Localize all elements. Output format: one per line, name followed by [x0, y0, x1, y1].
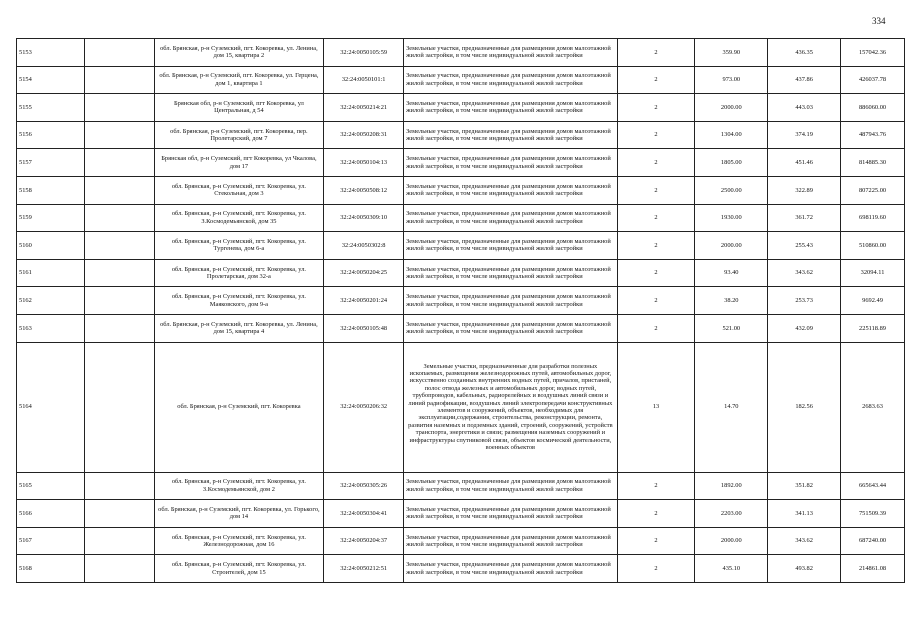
cadastral-value-text: 225118.89: [859, 324, 886, 332]
address-text: обл. Брянская, р-н Суземский, пгт. Кокоревка, ул. Горького, дом 14: [158, 506, 320, 521]
specific-value-cell: [768, 232, 841, 260]
area-cell: [695, 527, 768, 555]
group-text: 2: [654, 564, 658, 572]
group-cell: [617, 66, 695, 94]
area-text: 93.40: [724, 269, 739, 277]
cadastral-value-text: 665643.44: [858, 482, 887, 490]
group-cell: [617, 121, 695, 149]
table-row: [17, 287, 905, 315]
spacer-cell: [84, 94, 154, 122]
cadastral-number-text: 32:24:0050105:59: [340, 48, 388, 56]
table-row: [17, 555, 905, 583]
cadastral-value-cell: [841, 259, 905, 287]
cadastral-number-cell: [324, 259, 404, 287]
group-cell: [617, 287, 695, 315]
spacer-cell: [84, 259, 154, 287]
cadastral-number-text: 32:24:0050304:41: [340, 509, 388, 517]
area-cell: [695, 287, 768, 315]
area-text: 38.20: [724, 296, 739, 304]
cadastral-number-cell: [324, 94, 404, 122]
group-text: 2: [654, 131, 658, 139]
cadastral-value-text: 886060.00: [858, 103, 887, 111]
row-number-cell: [17, 555, 85, 583]
row-number-cell: [17, 472, 85, 500]
cadastral-value-cell: [841, 314, 905, 342]
land-use-text: Земельные участки, предназначенные для размещения домов малоэтажной жилой застройки, в том числе индивидуальной жилой застройки: [406, 561, 611, 576]
address-cell: [154, 527, 324, 555]
cadastral-value-cell: [841, 287, 905, 315]
area-cell: [695, 149, 768, 177]
cadastral-number-cell: [324, 204, 404, 232]
row-number-text: 5168: [19, 564, 32, 572]
row-number-cell: [17, 342, 85, 472]
table-row: [17, 314, 905, 342]
address-text: обл. Брянская, р-н Суземский, пгт. Кокоревка, ул. З.Космодемьянской, дом 2: [171, 478, 306, 493]
address-text: обл. Брянская, р-н Суземский, пгт. Кокоревка, ул. Герцена, дом 1, квартира 1: [159, 72, 319, 87]
row-number-text: 5154: [19, 76, 32, 84]
group-text: 2: [654, 76, 658, 84]
row-number-cell: [17, 287, 85, 315]
area-text: 1805.00: [720, 158, 742, 166]
specific-value-cell: [768, 472, 841, 500]
address-cell: [154, 39, 324, 67]
address-cell: [154, 500, 324, 528]
cadastral-number-text: 32:24:0050212:51: [340, 564, 388, 572]
row-number-cell: [17, 204, 85, 232]
cadastral-number-text: 32:24:0050201:24: [340, 296, 388, 304]
group-text: 2: [654, 296, 658, 304]
group-cell: [617, 39, 695, 67]
area-cell: [695, 66, 768, 94]
land-use-text: Земельные участки, предназначенные для размещения домов малоэтажной жилой застройки, в том числе индивидуальной жилой застройки: [406, 293, 611, 308]
land-use-cell: [404, 204, 618, 232]
cadastral-number-cell: [324, 287, 404, 315]
spacer-cell: [84, 500, 154, 528]
cadastral-number-cell: [324, 314, 404, 342]
land-use-cell: [404, 342, 618, 472]
specific-value-cell: [768, 39, 841, 67]
address-text: Брянская обл, р-н Суземский, пгт Кокоревка, ул Чкалова, дом 17: [161, 155, 317, 170]
cadastral-number-cell: [324, 176, 404, 204]
group-cell: [617, 342, 695, 472]
cadastral-value-text: 9692.49: [862, 296, 883, 304]
area-text: 521.00: [722, 324, 741, 332]
spacer-cell: [84, 232, 154, 260]
table-row: [17, 232, 905, 260]
land-use-text: Земельные участки, предназначенные для размещения домов малоэтажной жилой застройки, в том числе индивидуальной жилой застройки: [406, 182, 611, 198]
cadastral-value-text: 814885.30: [858, 158, 887, 166]
group-text: 2: [654, 158, 658, 166]
cadastral-value-cell: [841, 94, 905, 122]
row-number-cell: [17, 232, 85, 260]
row-number-cell: [17, 259, 85, 287]
address-text: обл. Брянская, р-н Суземский, пгт. Кокоревка, ул. З.Космодемьянской, дом 35: [171, 210, 306, 225]
area-text: 1304.00: [720, 131, 742, 139]
area-cell: [695, 176, 768, 204]
group-text: 2: [654, 241, 658, 249]
table-row: [17, 259, 905, 287]
table-body: [17, 39, 905, 583]
specific-value-cell: [768, 204, 841, 232]
group-text: 2: [654, 214, 658, 222]
address-text: обл. Брянская, р-н Суземский, пгт. Кокоревка, ул. Тургенева, дом 6-а: [171, 238, 306, 253]
cadastral-value-text: 214861.08: [858, 564, 887, 572]
group-text: 2: [654, 324, 658, 332]
row-number-text: 5166: [19, 509, 32, 517]
row-number-text: 5165: [19, 482, 32, 490]
row-number-text: 5155: [19, 103, 32, 111]
land-use-cell: [404, 259, 618, 287]
cadastral-value-text: 2683.63: [862, 403, 883, 411]
row-number-text: 5157: [19, 158, 32, 166]
cadastral-number-cell: [324, 39, 404, 67]
area-cell: [695, 232, 768, 260]
group-text: 2: [654, 482, 658, 490]
group-cell: [617, 527, 695, 555]
cadastral-value-text: 426037.78: [858, 76, 887, 84]
row-number-cell: [17, 149, 85, 177]
group-cell: [617, 314, 695, 342]
address-text: обл. Брянская, р-н Суземский, пгт. Кокоревка, ул. Стекольная, дом 3: [171, 182, 306, 198]
address-cell: [154, 94, 324, 122]
specific-value-cell: [768, 121, 841, 149]
area-cell: [695, 94, 768, 122]
specific-value-text: 322.89: [795, 186, 813, 194]
specific-value-cell: [768, 555, 841, 583]
table-row: [17, 39, 905, 67]
cadastral-value-cell: [841, 121, 905, 149]
spacer-cell: [84, 121, 154, 149]
cadastral-number-cell: [324, 66, 404, 94]
land-use-text: Земельные участки, предназначенные для размещения домов малоэтажной жилой застройки, в том числе индивидуальной жилой застройки: [406, 506, 611, 521]
address-cell: [154, 66, 324, 94]
specific-value-text: 343.62: [795, 537, 813, 545]
cadastral-number-cell: [324, 232, 404, 260]
land-use-cell: [404, 121, 618, 149]
spacer-cell: [84, 39, 154, 67]
cadastral-value-text: 751509.39: [858, 509, 887, 517]
cadastral-number-text: 32:24:0050104:13: [340, 158, 388, 166]
specific-value-cell: [768, 94, 841, 122]
group-text: 2: [654, 537, 658, 545]
row-number-text: 5159: [19, 214, 32, 222]
spacer-cell: [84, 342, 154, 472]
specific-value-text: 432.09: [795, 324, 813, 332]
address-cell: [154, 259, 324, 287]
table-row: [17, 66, 905, 94]
land-use-cell: [404, 472, 618, 500]
group-cell: [617, 500, 695, 528]
land-use-cell: [404, 149, 618, 177]
row-number-text: 5158: [19, 186, 32, 194]
area-text: 2000.00: [720, 103, 742, 111]
land-use-text: Земельные участки, предназначенные для размещения домов малоэтажной жилой застройки, в том числе индивидуальной жилой застройки: [406, 210, 611, 225]
address-text: обл. Брянская, р-н Суземский, пгт. Кокоревка, ул. Железнодорожная, дом 16: [171, 533, 306, 549]
specific-value-cell: [768, 500, 841, 528]
cadastral-value-cell: [841, 472, 905, 500]
specific-value-cell: [768, 287, 841, 315]
specific-value-text: 374.19: [795, 131, 813, 139]
address-cell: [154, 555, 324, 583]
group-cell: [617, 232, 695, 260]
address-cell: [154, 232, 324, 260]
table-row: [17, 149, 905, 177]
specific-value-text: 436.35: [795, 48, 813, 56]
row-number-cell: [17, 314, 85, 342]
cadastral-value-cell: [841, 527, 905, 555]
spacer-cell: [84, 527, 154, 555]
cadastral-value-text: 510860.00: [858, 241, 887, 249]
spacer-cell: [84, 66, 154, 94]
spacer-cell: [84, 176, 154, 204]
land-use-text: Земельные участки, предназначенные для размещения домов малоэтажной жилой застройки, в том числе индивидуальной жилой застройки: [406, 100, 611, 115]
area-cell: [695, 314, 768, 342]
cadastral-value-cell: [841, 555, 905, 583]
cadastral-number-cell: [324, 121, 404, 149]
table-row: [17, 94, 905, 122]
address-cell: [154, 342, 324, 472]
cadastral-value-text: 32094.11: [860, 269, 885, 277]
address-text: обл. Брянская, р-н Суземский, пгт. Кокоревка, ул. Ленина, дом 15, квартира 2: [160, 44, 318, 60]
group-cell: [617, 94, 695, 122]
group-text: 13: [652, 403, 660, 411]
area-text: 2000.00: [720, 537, 742, 545]
cadastral-value-text: 807225.00: [858, 186, 887, 194]
table-row: [17, 176, 905, 204]
cadastral-value-cell: [841, 39, 905, 67]
cadastral-number-text: 32:24:0050204:37: [340, 537, 388, 545]
row-number-text: 5163: [19, 324, 32, 332]
group-text: 2: [654, 269, 658, 277]
specific-value-text: 437.86: [795, 76, 813, 84]
cadastral-number-cell: [324, 500, 404, 528]
cadastral-value-cell: [841, 149, 905, 177]
cadastral-number-cell: [324, 342, 404, 472]
cadastral-number-cell: [324, 527, 404, 555]
cadastral-number-text: 32:24:0050105:48: [340, 324, 388, 332]
cadastral-number-cell: [324, 472, 404, 500]
land-use-text: Земельные участки, предназначенные для размещения домов малоэтажной жилой застройки, в том числе индивидуальной жилой застройки: [406, 44, 611, 60]
cadastral-number-text: 32:24:0050101:1: [341, 76, 386, 84]
specific-value-cell: [768, 527, 841, 555]
row-number-cell: [17, 94, 85, 122]
address-cell: [154, 314, 324, 342]
specific-value-text: 443.03: [795, 103, 813, 111]
group-cell: [617, 176, 695, 204]
group-text: 2: [654, 103, 658, 111]
group-cell: [617, 204, 695, 232]
cadastral-number-text: 32:24:0050302:8: [341, 241, 386, 249]
specific-value-cell: [768, 314, 841, 342]
row-number-text: 5153: [19, 48, 32, 56]
specific-value-text: 255.43: [795, 241, 813, 249]
land-use-cell: [404, 39, 618, 67]
cadastral-number-text: 32:24:0050208:31: [340, 131, 388, 139]
cadastral-value-cell: [841, 232, 905, 260]
land-use-text: Земельные участки, предназначенные для размещения домов малоэтажной жилой застройки, в том числе индивидуальной жилой застройки: [406, 478, 611, 493]
row-number-cell: [17, 500, 85, 528]
specific-value-text: 361.72: [795, 214, 813, 222]
address-cell: [154, 287, 324, 315]
specific-value-cell: [768, 66, 841, 94]
area-text: 359.90: [722, 48, 741, 56]
specific-value-text: 351.82: [795, 482, 813, 490]
specific-value-text: 341.13: [795, 509, 813, 517]
address-text: Брянская обл, р-н Суземский, пгт Кокоревка, ул Центральная, д 54: [173, 100, 304, 115]
group-cell: [617, 149, 695, 177]
land-use-text: Земельные участки, предназначенные для размещения домов малоэтажной жилой застройки, в том числе индивидуальной жилой застройки: [406, 265, 611, 281]
cadastral-value-text: 687240.00: [858, 537, 887, 545]
address-text: обл. Брянская, р-н Суземский, пгт. Кокоревка: [177, 403, 301, 411]
cadastral-value-cell: [841, 500, 905, 528]
area-text: 1892.00: [720, 482, 742, 490]
cadastral-number-text: 32:24:0050214:21: [340, 103, 388, 111]
cadastral-value-cell: [841, 66, 905, 94]
table-row: [17, 500, 905, 528]
land-use-text: Земельные участки, предназначенные для размещения домов малоэтажной жилой застройки, в том числе индивидуальной жилой застройки: [406, 238, 611, 253]
table-row: [17, 342, 905, 472]
address-text: обл. Брянская, р-н Суземский, пгт. Кокоревка, ул. Маяковского, дом 9-а: [171, 293, 306, 308]
row-number-text: 5167: [19, 537, 32, 545]
land-use-cell: [404, 500, 618, 528]
group-cell: [617, 472, 695, 500]
area-cell: [695, 500, 768, 528]
address-cell: [154, 204, 324, 232]
land-use-text: Земельные участки, предназначенные для размещения домов малоэтажной жилой застройки, в том числе индивидуальной жилой застройки: [406, 533, 611, 549]
cadastral-number-cell: [324, 555, 404, 583]
spacer-cell: [84, 287, 154, 315]
table-row: [17, 527, 905, 555]
specific-value-cell: [768, 342, 841, 472]
area-text: 2000.00: [720, 241, 742, 249]
row-number-text: 5161: [19, 269, 32, 277]
spacer-cell: [84, 149, 154, 177]
land-use-cell: [404, 232, 618, 260]
page-number: 334: [872, 16, 886, 26]
address-text: обл. Брянская, р-н Суземский, пгт. Кокоревка, ул. Ленина, дом 15, квартира 4: [160, 320, 318, 336]
area-text: 973.00: [722, 76, 741, 84]
address-cell: [154, 176, 324, 204]
land-use-cell: [404, 527, 618, 555]
row-number-cell: [17, 121, 85, 149]
area-cell: [695, 204, 768, 232]
land-use-cell: [404, 314, 618, 342]
cadastral-value-text: 698119.60: [859, 214, 886, 222]
address-cell: [154, 149, 324, 177]
row-number-cell: [17, 66, 85, 94]
group-text: 2: [654, 509, 658, 517]
land-use-text: Земельные участки, предназначенные для размещения домов малоэтажной жилой застройки, в том числе индивидуальной жилой застройки: [406, 320, 611, 336]
address-text: обл. Брянская, р-н Суземский, пгт. Кокоревка, ул. Строителей, дом 15: [171, 561, 306, 576]
cadastral-value-text: 157042.36: [858, 48, 887, 56]
table-row: [17, 472, 905, 500]
area-text: 1930.00: [720, 214, 742, 222]
specific-value-text: 451.46: [795, 158, 813, 166]
cadastral-number-text: 32:24:0050508:12: [340, 186, 388, 194]
cadastral-number-text: 32:24:0050206:32: [340, 403, 388, 411]
group-cell: [617, 555, 695, 583]
row-number-text: 5160: [19, 241, 32, 249]
address-text: обл. Брянская, р-н Суземский, пгт. Кокоревка, пер. Пролетарский, дом 7: [170, 127, 308, 143]
spacer-cell: [84, 314, 154, 342]
address-cell: [154, 121, 324, 149]
area-cell: [695, 472, 768, 500]
group-cell: [617, 259, 695, 287]
area-cell: [695, 121, 768, 149]
cadastral-number-text: 32:24:0050305:26: [340, 482, 388, 490]
table-row: [17, 204, 905, 232]
group-text: 2: [654, 186, 658, 194]
row-number-text: 5162: [19, 296, 32, 304]
table-row: [17, 121, 905, 149]
specific-value-cell: [768, 149, 841, 177]
address-text: обл. Брянская, р-н Суземский, пгт. Кокоревка, ул. Пролетарская, дом 32-а: [171, 265, 306, 281]
specific-value-text: 253.73: [795, 296, 813, 304]
area-cell: [695, 39, 768, 67]
spacer-cell: [84, 204, 154, 232]
area-cell: [695, 555, 768, 583]
land-use-cell: [404, 66, 618, 94]
row-number-text: 5164: [19, 403, 32, 411]
spacer-cell: [84, 555, 154, 583]
row-number-cell: [17, 527, 85, 555]
land-use-text: Земельные участки, предназначенные для разработки полезных ископаемых, размещения железнодорожных путей, автомобильных дорог, искусственно созданных внутренних водных путей, причалов, пристаней, полос отвода железных и автомобильных дорог, водных путей, трубопроводов, кабельных, радиорелейных и воздушных линий связи и линий радиофикации, воздушных линий электропередачи конструктивных элементов и сооружений, объектов, необходимых для эксплуатации,содержания, строительства, реконструкции, ремонта, развития наземных и подземных зданий, строений, сооружений, устройств транспорта, энергетики и связи; размещения наземных сооружений и инфраструктуры спутниковой связи, объектов космической деятельности, военных объектов: [408, 362, 613, 452]
cadastral-number-text: 32:24:0050309:10: [340, 214, 388, 222]
cadastral-number-text: 32:24:0050204:25: [340, 269, 388, 277]
address-cell: [154, 472, 324, 500]
specific-value-text: 493.82: [795, 564, 813, 572]
land-use-cell: [404, 94, 618, 122]
area-cell: [695, 259, 768, 287]
cadastral-value-cell: [841, 176, 905, 204]
land-use-text: Земельные участки, предназначенные для размещения домов малоэтажной жилой застройки, в том числе индивидуальной жилой застройки: [406, 127, 611, 143]
land-use-text: Земельные участки, предназначенные для размещения домов малоэтажной жилой застройки, в том числе индивидуальной жилой застройки: [406, 155, 611, 170]
row-number-text: 5156: [19, 131, 32, 139]
spacer-cell: [84, 472, 154, 500]
area-text: 2203.00: [720, 509, 742, 517]
specific-value-text: 343.62: [795, 269, 813, 277]
land-registry-table: [16, 38, 905, 583]
cadastral-value-text: 487943.76: [858, 131, 887, 139]
area-text: 435.10: [722, 564, 741, 572]
group-text: 2: [654, 48, 658, 56]
specific-value-text: 182.56: [795, 403, 813, 411]
land-use-text: Земельные участки, предназначенные для размещения домов малоэтажной жилой застройки, в том числе индивидуальной жилой застройки: [406, 72, 611, 87]
area-cell: [695, 342, 768, 472]
land-use-cell: [404, 555, 618, 583]
cadastral-value-cell: [841, 342, 905, 472]
land-use-cell: [404, 176, 618, 204]
land-use-cell: [404, 287, 618, 315]
row-number-cell: [17, 176, 85, 204]
specific-value-cell: [768, 176, 841, 204]
cadastral-value-cell: [841, 204, 905, 232]
specific-value-cell: [768, 259, 841, 287]
area-text: 2500.00: [720, 186, 742, 194]
row-number-cell: [17, 39, 85, 67]
cadastral-number-cell: [324, 149, 404, 177]
area-text: 14.70: [724, 403, 739, 411]
